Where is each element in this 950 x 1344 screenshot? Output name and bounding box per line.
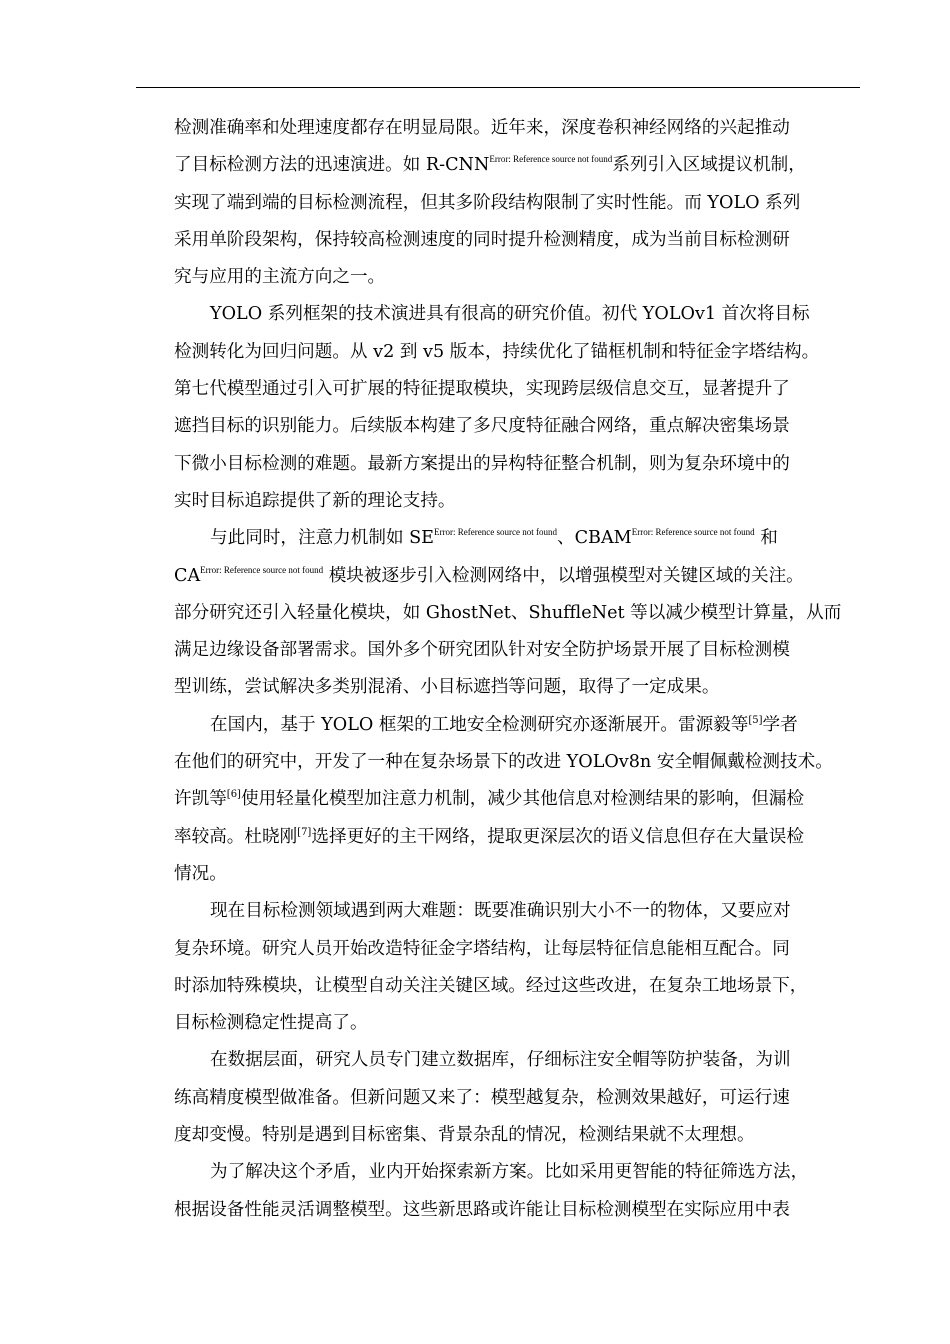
text-line <box>174 669 874 706</box>
paragraph-first-line <box>174 1154 874 1191</box>
text-segment: 复杂环境。研究人员开始改造特征金字塔结构，让每层特征信息能相互配合。同 <box>174 938 790 959</box>
text-line <box>174 185 874 222</box>
text-segment: 在国内，基于 YOLO 框架的工地安全检测研究亦逐渐展开。雷源毅等 <box>210 714 749 735</box>
text-segment: 在数据层面，研究人员专门建立数据库，仔细标注安全帽等防护装备，为训 <box>210 1050 791 1071</box>
citation-superscript: [5] <box>748 714 763 726</box>
paragraph-first-line <box>174 520 874 557</box>
text-line <box>174 1005 874 1042</box>
text-segment: CA <box>174 565 201 586</box>
text-segment: 模块被逐步引入检测网络中，以增强模型对关键区域的关注。 <box>323 565 804 586</box>
text-segment: 遮挡目标的识别能力。后续版本构建了多尺度特征融合网络，重点解决密集场景 <box>174 416 790 437</box>
text-segment: 、CBAM <box>556 528 632 549</box>
text-segment: 部分研究还引入轻量化模块，如 GhostNet、ShuffleNet 等以减少模型计算量，从而 <box>174 602 842 623</box>
citation-superscript: [6] <box>226 789 241 801</box>
text-segment: 了目标检测方法的迅速演进。如 R-CNN <box>174 155 490 176</box>
text-segment: 目标检测稳定性提高了。 <box>174 1013 368 1034</box>
text-line <box>174 222 874 259</box>
text-line <box>174 259 874 296</box>
paragraph-first-line <box>174 707 874 744</box>
text-segment: 学者 <box>762 714 798 735</box>
text-segment: 与此同时，注意力机制如 SE <box>210 528 435 549</box>
text-segment: 在他们的研究中，开发了一种在复杂场景下的改进 YOLOv8n 安全帽佩戴检测技术。 <box>174 752 833 773</box>
text-line <box>174 371 874 408</box>
text-line <box>174 931 874 968</box>
text-segment: 选择更好的主干网络，提取更深层次的语义信息但存在大量误检 <box>311 826 804 847</box>
header-rule <box>136 87 860 88</box>
text-segment: 究与应用的主流方向之一。 <box>174 267 386 288</box>
text-segment: 率较高。杜晓刚 <box>174 826 298 847</box>
text-line <box>174 968 874 1005</box>
text-segment: 检测转化为回归问题。从 v2 到 v5 版本，持续优化了锚框机制和特征金字塔结构。 <box>174 341 820 362</box>
text-line <box>174 558 874 595</box>
text-line <box>174 110 874 147</box>
text-segment: 度却变慢。特别是遇到目标密集、背景杂乱的情况，检测结果就不太理想。 <box>174 1125 755 1146</box>
reference-error-superscript: Error: Reference source not found <box>489 154 613 165</box>
text-segment: 下微小目标检测的难题。最新方案提出的异构特征整合机制，则为复杂环境中的 <box>174 453 790 474</box>
text-line <box>174 446 874 483</box>
text-segment: YOLO 系列框架的技术演进具有很高的研究价值。初代 YOLOv1 首次将目标 <box>210 304 810 325</box>
reference-error-superscript: Error: Reference source not found <box>200 564 324 575</box>
text-line <box>174 334 874 371</box>
text-line <box>174 819 874 856</box>
text-segment: 练高精度模型做准备。但新问题又来了：模型越复杂，检测效果越好，可运行速 <box>174 1087 790 1108</box>
text-segment: 和 <box>754 528 778 549</box>
text-segment: 型训练，尝试解决多类别混淆、小目标遮挡等问题，取得了一定成果。 <box>174 677 720 698</box>
text-segment: 为了解决这个矛盾，业内开始探索新方案。比如采用更智能的特征筛选方法， <box>210 1162 809 1183</box>
text-segment: 使用轻量化模型加注意力机制，减少其他信息对检测结果的影响，但漏检 <box>240 789 804 810</box>
text-line <box>174 632 874 669</box>
text-line <box>174 483 874 520</box>
text-line <box>174 856 874 893</box>
text-segment: 许凯等 <box>174 789 227 810</box>
reference-error-superscript: Error: Reference source not found <box>434 527 557 538</box>
paragraph-first-line <box>174 893 874 930</box>
text-segment: 根据设备性能灵活调整模型。这些新思路或许能让目标检测模型在实际应用中表 <box>174 1199 790 1220</box>
citation-superscript: [7] <box>297 826 312 838</box>
text-line <box>174 1117 874 1154</box>
page-body <box>174 110 874 1229</box>
text-segment: 情况。 <box>174 863 227 884</box>
text-line <box>174 147 874 184</box>
text-segment: 现在目标检测领域遇到两大难题：既要准确识别大小不一的物体，又要应对 <box>210 901 791 922</box>
text-segment: 系列引入区域提议机制， <box>612 155 806 176</box>
text-segment: 检测准确率和处理速度都存在明显局限。近年来，深度卷积神经网络的兴起推动 <box>174 118 790 138</box>
text-segment: 满足边缘设备部署需求。国外多个研究团队针对安全防护场景开展了目标检测模 <box>174 640 790 661</box>
text-line <box>174 781 874 818</box>
reference-error-superscript: Error: Reference source not found <box>631 527 755 538</box>
text-line <box>174 595 874 632</box>
text-line <box>174 408 874 445</box>
text-line <box>174 744 874 781</box>
text-segment: 采用单阶段架构，保持较高检测速度的同时提升检测精度，成为当前目标检测研 <box>174 229 790 250</box>
paragraph-first-line <box>174 1042 874 1079</box>
text-segment: 时添加特殊模块，让模型自动关注关键区域。经过这些改进，在复杂工地场景下， <box>174 975 808 996</box>
text-line <box>174 1192 874 1229</box>
text-line <box>174 1080 874 1117</box>
text-segment: 实现了端到端的目标检测流程，但其多阶段结构限制了实时性能。而 YOLO 系列 <box>174 192 801 213</box>
text-segment: 实时目标追踪提供了新的理论支持。 <box>174 490 456 511</box>
text-segment: 第七代模型通过引入可扩展的特征提取模块，实现跨层级信息交互，显著提升了 <box>174 379 790 400</box>
paragraph-first-line <box>174 296 874 333</box>
